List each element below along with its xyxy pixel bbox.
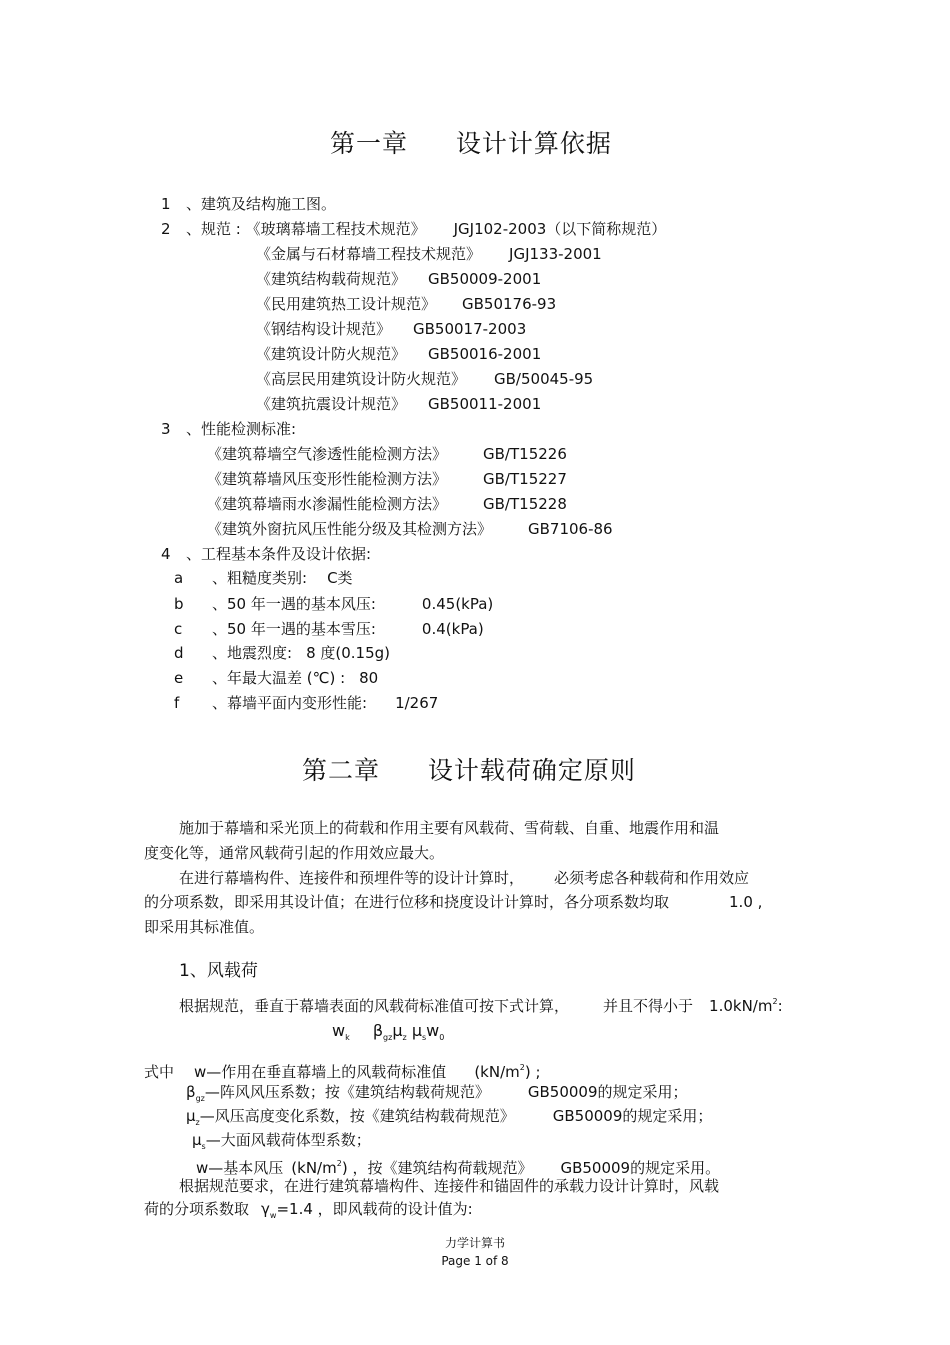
- footer-title: 力学计算书: [444, 1236, 505, 1250]
- legend-line: $\mu_z—$风压高度变化系数，按《建筑结构载荷规范》 GB50009的规定采用；: [186, 1107, 713, 1127]
- condition-item: a 、粗糙度类别: C类: [174, 569, 353, 587]
- paragraph-line: 根据规范，垂直于幕墙表面的风载荷标准值可按下式计算， 并且不得小于 $1.0kN/m^2$:: [179, 997, 783, 1015]
- paragraph-line: 的分项系数，即采用其设计值；在进行位移和挠度设计计算时，各分项系数均取 1.0 ,: [144, 893, 763, 911]
- list-item: 《建筑设计防火规范》 GB50016-2001: [256, 345, 542, 363]
- condition-item: c 、50 年一遇的基本雪压: 0.4(kPa): [174, 620, 484, 638]
- legend-line: 式中 w—作用在垂直幕墙上的风载荷标准值 $(kN/m^2)$ ;: [144, 1063, 541, 1081]
- chapter1-number: 第一章: [330, 129, 409, 158]
- condition-item: e 、年最大温差 (℃) : 80: [174, 669, 379, 687]
- paragraph-line: 度变化等，通常风载荷引起的作用效应最大。: [144, 844, 445, 862]
- condition-item: f 、幕墙平面内变形性能: 1/267: [174, 694, 439, 712]
- paragraph-line: 在进行幕墙构件、连接件和预埋件等的设计计算时， 必须考虑各种载荷和作用效应: [179, 869, 750, 887]
- chapter2-heading: [302, 751, 636, 787]
- legend-line: $\mu_s—$大面风载荷体型系数；: [192, 1131, 371, 1151]
- paragraph-line: 施加于幕墙和采光顶上的荷载和作用主要有风载荷、雪荷载、自重、地震作用和温: [179, 819, 720, 837]
- section-heading: 1、风载荷: [179, 961, 258, 981]
- chapter1-heading: [330, 124, 612, 160]
- chapter1-title: 设计计算依据: [455, 129, 612, 158]
- legend-line: $\beta_{gz}—$阵风风压系数；按《建筑结构载荷规范》 GB50009的规定采用；: [186, 1083, 688, 1103]
- paragraph-line: 根据规范要求，在进行建筑幕墙构件、连接件和锚固件的承载力设计计算时，风载: [179, 1177, 720, 1195]
- list-item: 《民用建筑热工设计规范》 GB50176-93: [256, 295, 557, 313]
- chapter2-title: 设计载荷确定原则: [427, 756, 636, 785]
- list-item: 《建筑幕墙空气渗透性能检测方法》 GB/T15226: [207, 445, 567, 463]
- list-item: 《钢结构设计规范》 GB50017-2003: [256, 320, 527, 338]
- page-number: Page 1 of 8: [441, 1254, 509, 1268]
- list-item: 《高层民用建筑设计防火规范》 GB/50045-95: [256, 370, 594, 388]
- list-item: 《建筑抗震设计规范》 GB50011-2001: [256, 395, 542, 413]
- list-item: 4 、工程基本条件及设计依据:: [161, 545, 372, 563]
- list-item: 《建筑外窗抗风压性能分级及其检测方法》 GB7106-86: [207, 520, 613, 538]
- list-item: 《建筑幕墙风压变形性能检测方法》 GB/T15227: [207, 470, 567, 488]
- list-item: 2 、规范 : 《玻璃幕墙工程技术规范》 JGJ102-2003（以下简称规范）: [161, 220, 667, 238]
- legend-line: w—基本风压 $(kN/m^2)$ ，按《建筑结构荷载规范》 GB50009的规定采用。: [196, 1159, 721, 1177]
- chapter2-number: 第二章: [302, 756, 381, 785]
- condition-item: b 、50 年一遇的基本风压: 0.45(kPa): [174, 595, 494, 613]
- list-item: 《建筑结构载荷规范》 GB50009-2001: [256, 270, 542, 288]
- wind-formula: $w_k$ $\beta_{gz}\mu_z$ $\mu_sw_0$: [332, 1021, 445, 1042]
- paragraph-line: 即采用其标准值。: [144, 918, 265, 936]
- list-item: 《建筑幕墙雨水渗漏性能检测方法》 GB/T15228: [207, 495, 567, 513]
- list-item: 1 、建筑及结构施工图。: [161, 195, 337, 213]
- list-item: 3 、性能检测标准:: [161, 420, 297, 438]
- condition-item: d 、地震烈度: 8 度(0.15g): [174, 644, 390, 662]
- list-item: 《金属与石材幕墙工程技术规范》 JGJ133-2001: [256, 245, 602, 263]
- paragraph-line: 荷的分项系数取 $\gamma_w=1.4$ ，即风载荷的设计值为:: [144, 1200, 473, 1220]
